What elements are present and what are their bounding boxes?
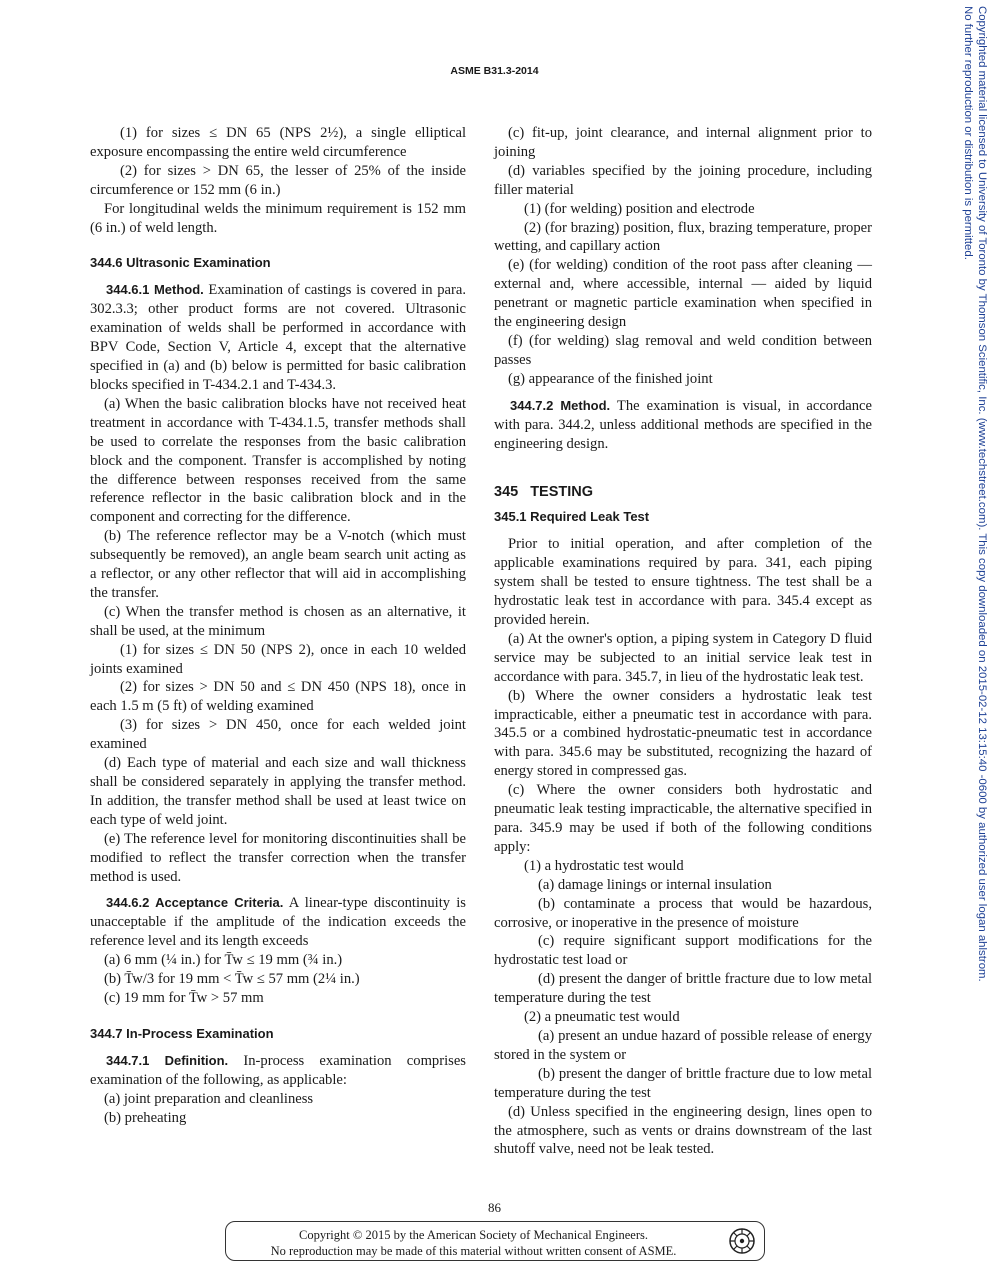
list-item: (a) 6 mm (¼ in.) for T̄w ≤ 19 mm (¾ in.) bbox=[104, 952, 343, 969]
section-heading: 344.7 In-Process Examination bbox=[90, 1025, 274, 1041]
list-item: (1) (for welding) position and electrode bbox=[524, 200, 755, 217]
asme-logo-icon bbox=[728, 1227, 756, 1255]
list-item: (a) damage linings or internal insulation bbox=[538, 876, 772, 893]
paragraph: Prior to initial operation, and after completion of the applicable examinations required by para. 341, each piping system shall be tested to ensure tightness. The test shall be a hydrostatic leak test in accordance with para. 345.4 except as provided herein. bbox=[494, 536, 872, 629]
section-heading: 345.1 Required Leak Test bbox=[494, 509, 650, 525]
run-in-heading: 344.6.2 Acceptance Criteria. bbox=[106, 895, 284, 911]
list-item: (c) fit-up, joint clearance, and internal alignment prior to joining bbox=[494, 125, 872, 160]
list-item: (b) contaminate a process that would be hazardous, corrosive, or inoperative in the presence of moisture bbox=[494, 895, 872, 931]
left-column bbox=[90, 124, 466, 1128]
paragraph: (e) The reference level for monitoring discontinuities shall be modified to reflect the transfer correction when the transfer method is used. bbox=[90, 830, 466, 885]
chapter-heading bbox=[494, 483, 872, 501]
paragraph: (d) Unless specified in the engineering design, lines open to the atmosphere, such as vents or drains downstream of the last shutoff valve, need not be leak tested. bbox=[494, 1103, 872, 1158]
paragraph bbox=[90, 281, 466, 394]
running-header: ASME B31.3-2014 bbox=[450, 65, 539, 77]
license-line-1: Copyrighted material licensed to University of Toronto by Thomson Scientific, Inc. (www.techstreet.com). This copy downloaded on 2015-02-12 13:15:40 -0600 by authorized user logan ahlstrom. bbox=[976, 6, 988, 982]
paragraph-text: In-process examination comprises examination of the following, as applicable: bbox=[90, 1052, 466, 1088]
paragraph-text: Examination of castings is covered in para. 302.3.3; other product forms are not covered. Ultrasonic examination of welds shall be performed in accordance with BPV Code, Section V, Article 4, except that the alternative specified in (a) and (b) below is permitted for basic calibration blocks specified in T-434.2.1 and T-434.3. bbox=[90, 282, 466, 393]
paragraph: For longitudinal welds the minimum requirement is 152 mm (6 in.) of weld length. bbox=[90, 200, 466, 236]
page-number: 86 bbox=[488, 1200, 501, 1215]
list-item: (c) require significant support modifications for the hydrostatic test load or bbox=[494, 933, 872, 969]
list-item: (a) joint preparation and cleanliness bbox=[104, 1090, 314, 1107]
copyright-footer bbox=[225, 1221, 765, 1261]
paragraph bbox=[90, 894, 466, 951]
list-item: (2) (for brazing) position, flux, brazing temperature, proper wetting, and capillary action bbox=[494, 219, 872, 255]
paragraph: (b) The reference reflector may be a V-notch (which must subsequently be removed), an angle beam search unit acting as a reflector, or any other reflector that will aid in accomplishing the transfer. bbox=[90, 528, 466, 601]
list-item: (b) T̄w/3 for 19 mm < T̄w ≤ 57 mm (2¼ in.) bbox=[104, 971, 360, 988]
section-heading: 344.6 Ultrasonic Examination bbox=[90, 255, 271, 271]
list-item: (g) appearance of the finished joint bbox=[508, 370, 713, 387]
chapter-title: TESTING bbox=[530, 484, 594, 501]
right-column bbox=[494, 124, 872, 1159]
license-line-2: No further reproduction or distribution is permitted. bbox=[962, 6, 975, 260]
list-item: (f) (for welding) slag removal and weld condition between passes bbox=[494, 332, 872, 368]
list-item: (2) a pneumatic test would bbox=[524, 1009, 680, 1026]
run-in-heading: 344.7.1 Definition. bbox=[106, 1052, 229, 1068]
run-in-heading: 344.6.1 Method. bbox=[106, 282, 204, 298]
copyright-line-1: Copyright © 2015 by the American Society of Mechanical Engineers. bbox=[299, 1228, 648, 1242]
chapter-number: 345 bbox=[494, 484, 519, 501]
copyright-line-2: No reproduction may be made of this material without written consent of ASME. bbox=[270, 1244, 677, 1258]
paragraph-text: A linear-type discontinuity is unacceptable if the amplitude of the indication exceeds the reference level and its length exceeds bbox=[90, 895, 466, 950]
run-in-heading: 344.7.2 Method. bbox=[510, 397, 611, 413]
paragraph: (c) When the transfer method is chosen as an alternative, it shall be used, at the minimum bbox=[90, 603, 466, 639]
paragraph: (1) for sizes ≤ DN 65 (NPS 2½), a single elliptical exposure encompassing the entire weld circumference bbox=[90, 125, 466, 160]
copyright-text bbox=[226, 1227, 721, 1259]
paragraph: (d) Each type of material and each size and wall thickness shall be considered separately in applying the transfer method. In addition, the transfer method shall be used at least twice on each type of weld joint. bbox=[90, 755, 466, 828]
paragraph: (1) for sizes ≤ DN 50 (NPS 2), once in each 10 welded joints examined bbox=[90, 641, 466, 677]
list-item: (d) variables specified by the joining procedure, including filler material bbox=[494, 162, 872, 198]
list-item: (a) present an undue hazard of possible release of energy stored in the system or bbox=[494, 1027, 872, 1063]
paragraph-text: The examination is visual, in accordance with para. 344.2, unless additional methods are specified in the engineering design. bbox=[494, 397, 872, 452]
paragraph: (a) When the basic calibration blocks have not received heat treatment in accordance with T-434.1.5, transfer methods shall be used to correlate the responses from the basic calibration block and the component. Transfer is accomplished by noting the difference between responses received from the same reference reflector in the basic calibration block and in the component and correcting for the difference. bbox=[90, 395, 466, 526]
list-item: (b) present the danger of brittle fracture due to low metal temperature during the test bbox=[494, 1065, 872, 1101]
list-item: (b) preheating bbox=[104, 1109, 187, 1126]
paragraph: (3) for sizes > DN 450, once for each welded joint examined bbox=[90, 717, 466, 753]
paragraph: (b) Where the owner considers a hydrostatic leak test impracticable, either a pneumatic test in accordance with para. 345.5 or a combined hydrostatic-pneumatic test in accordance with para. 345.6 may be substituted, recognizing the hazard of energy stored in compressed gas. bbox=[494, 687, 872, 780]
paragraph: (c) Where the owner considers both hydrostatic and pneumatic leak testing impracticable, the alternative specified in para. 345.9 may be used if both of the following conditions apply: bbox=[494, 782, 872, 855]
paragraph bbox=[494, 397, 872, 454]
list-item: (1) a hydrostatic test would bbox=[524, 857, 684, 874]
list-item: (d) present the danger of brittle fracture due to low metal temperature during the test bbox=[494, 971, 872, 1007]
paragraph: (2) for sizes > DN 65, the lesser of 25% of the inside circumference or 152 mm (6 in.) bbox=[90, 162, 466, 198]
paragraph: (a) At the owner's option, a piping system in Category D fluid service may be subjected to an initial service leak test in accordance with para. 345.7, in lieu of the hydrostatic leak test. bbox=[494, 630, 872, 685]
list-item: (e) (for welding) condition of the root pass after cleaning — external and, where accessible, internal — aided by liquid penetrant or magnetic particle examination when specified in the engineering design bbox=[494, 257, 872, 331]
license-watermark bbox=[948, 6, 988, 1256]
paragraph bbox=[90, 1052, 466, 1090]
paragraph: (2) for sizes > DN 50 and ≤ DN 450 (NPS 18), once in each 1.5 m (5 ft) of welding examined bbox=[90, 679, 466, 715]
list-item: (c) 19 mm for T̄w > 57 mm bbox=[104, 989, 264, 1006]
